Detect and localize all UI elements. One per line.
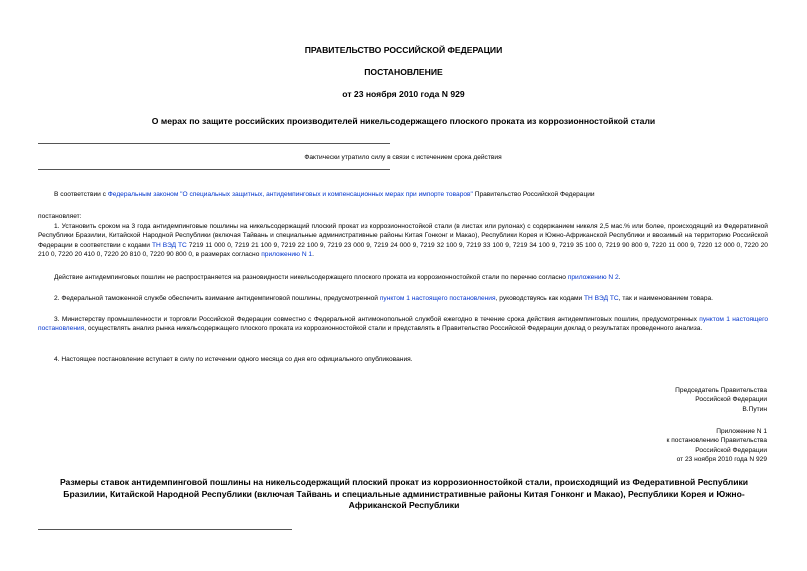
- p3-text-a: 3. Министерству промышленности и торговли Российской Федерации совместно с Федеральной антимонопольной службой ежегодно в течение срока действия антидемпинговых пошлин, предусмотренных: [54, 316, 700, 323]
- document-type: ПОСТАНОВЛЕНИЕ: [364, 67, 443, 77]
- signature-name: В.Путин: [742, 405, 767, 413]
- exempt-text: Действие антидемпинговых пошлин не распространяется на разновидности никельсодержащего плоского проката из коррозионностойкой стали по перечню согласно: [54, 274, 568, 281]
- p1-text-a: 1. Установить сроком на 3 года антидемпинговые пошлины на никельсодержащий плоский прокат из коррозионностойкой стали (в листах или рулонах) с содержанием никеля 2,5 мас.% или более, происходящий из Федеративной Республики Бразилии, Китайской Народной Республики (включая Тайвань и специальные административные районы Китая Гонконг и Макао), Республики Корея и Южно-Африканской Республики и ввозимый на территорию Российской Федерации в соответствии с кодами: [38, 223, 768, 249]
- appendix-line-1: Приложение N 1: [716, 428, 767, 435]
- appendix-reference: [507, 427, 767, 464]
- appendix-line-3: Российской Федерации: [695, 446, 767, 454]
- p2-tn-ved-link[interactable]: ТН ВЭД ТС: [584, 295, 619, 302]
- appendix-line-4: от 23 ноября 2010 года N 929: [676, 455, 767, 463]
- government-heading: ПРАВИТЕЛЬСТВО РОССИЙСКОЙ ФЕДЕРАЦИИ: [304, 45, 503, 55]
- federal-law-link[interactable]: Федеральным законом "О специальных защитных, антидемпинговых и компенсационных мерах при импорте товаров": [107, 191, 473, 198]
- exempt-end: .: [618, 274, 621, 281]
- divider-bottom: [38, 169, 390, 170]
- decides-label: постановляет:: [38, 213, 82, 220]
- p2-text-a: 2. Федеральной таможенной службе обеспечить взимание антидемпинговой пошлины, предусмотренной: [54, 295, 380, 302]
- appendix-1-link[interactable]: приложению N 1: [261, 250, 313, 258]
- paragraph-2: [38, 294, 768, 303]
- signature-line-2: Российской Федерации: [695, 396, 767, 404]
- p3-text-b: , осуществлять анализ рынка никельсодержащего плоского проката из коррозионностойкой стали и представлять в Правительство Российской Федерации доклад о результатах проведенного анализа.: [84, 325, 703, 333]
- signature-line-1: Председатель Правительства: [675, 387, 767, 394]
- preamble-tail: Правительство Российской Федерации: [472, 191, 595, 198]
- paragraph-4: 4. Настоящее постановление вступает в силу по истечении одного месяца со дня его официального опубликования.: [54, 356, 413, 363]
- appendix-title: Размеры ставок антидемпинговой пошлины на никельсодержащий плоский прокат из коррозионностойкой стали, происходящий из Федеративной Республики Бразилии, Китайской Народной Республики (включая Тайвань и специальные административные районы Китая Гонконг и Макао), Республики Корея и Южно-Африканской Республики: [59, 477, 749, 510]
- p3-clause-link[interactable]: пунктом 1 настоящего постановления: [38, 316, 769, 333]
- paragraph-exemption: [38, 273, 768, 282]
- p2-clause-link[interactable]: пунктом 1 настоящего постановления: [379, 295, 496, 302]
- document-date: от 23 ноября 2010 года N 929: [342, 89, 465, 99]
- status-note: Фактически утратило силу в связи с истечением срока действия: [304, 154, 502, 161]
- paragraph-1: [38, 222, 768, 259]
- p1-text-c: .: [312, 250, 314, 258]
- p1-text-b: 7219 11 000 0, 7219 21 100 9, 7219 22 100 9, 7219 23 000 9, 7219 24 000 9, 7219 32 100 9, 7219 33 100 9, 7219 34 100 9, 7219 35 100 0, 7219 90 800 9, 7220 11 000 9, 7220 12 000 0, 7220 20 210 0, 7220 20 410 0, 7220 20 810 0, 7220 90 800 0, в размерах согласно: [38, 241, 768, 258]
- divider-top: [38, 143, 390, 144]
- p2-text-b: , руководствуясь как кодами: [495, 295, 585, 302]
- tn-ved-link[interactable]: ТН ВЭД ТС: [151, 241, 187, 249]
- appendix-line-2: к постановлению Правительства: [666, 437, 767, 445]
- divider-footer: [38, 529, 292, 530]
- preamble-lead: В соответствии с: [54, 191, 108, 198]
- paragraph-3: [38, 315, 768, 334]
- document-title: О мерах по защите российских производителей никельсодержащего плоского проката из коррозионностойкой стали: [151, 116, 656, 126]
- preamble: [38, 190, 768, 199]
- signature-block: [507, 386, 767, 414]
- appendix-2-link[interactable]: приложению N 2: [567, 274, 619, 281]
- p2-text-c: , так и наименованием товара.: [618, 295, 714, 302]
